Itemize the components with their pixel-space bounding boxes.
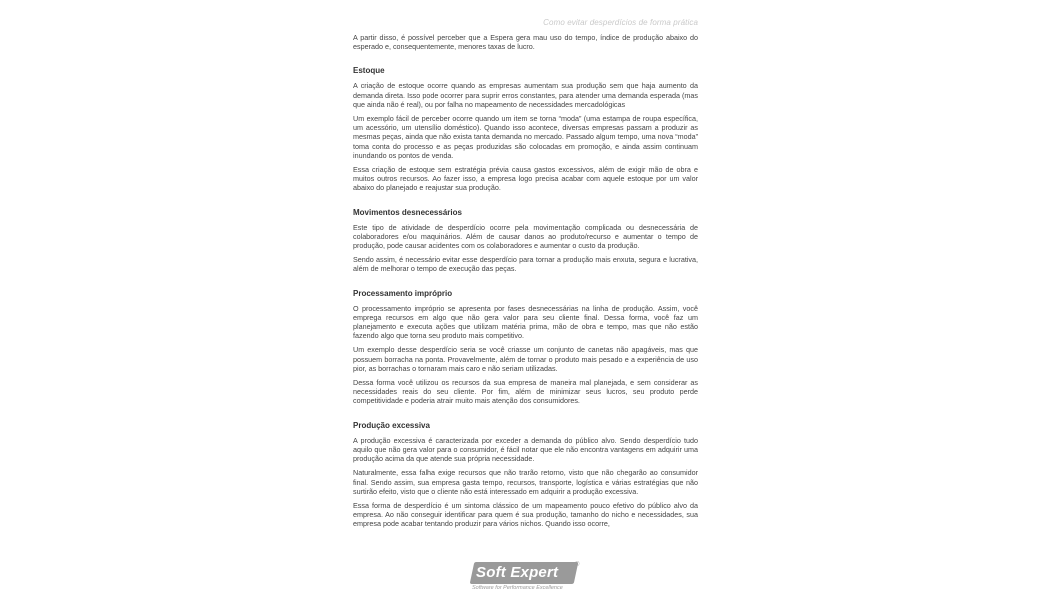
paragraph: Essa criação de estoque sem estratégia prévia causa gastos excessivos, além de exigir mão de obra e muitos outros recursos. Ao fazer isso, a empresa logo precisa acabar com aquele estoque por um valor abaixo do planejado e reajustar sua produção. — [353, 165, 698, 193]
registered-mark: ® — [575, 562, 580, 568]
paragraph: Essa forma de desperdício é um sintoma clássico de um mapeamento pouco efetivo do público alvo da empresa. Ao não conseguir identificar para quem é sua produção, tamanho do nicho e necessidades, sua empresa pode acabar tentando produzir para vários nichos. Quando isso ocorre, — [353, 500, 698, 529]
paragraph: Um exemplo fácil de perceber ocorre quando um item se torna “moda” (uma estampa de roupa específica, um acessório, um utensílio doméstico). Quando isso acontece, diversas empresas passam a produzir as mesmas peças, ainda que não exista tanta demanda no mercado. Passado algum tempo, uma nova “moda” toma conta do processo e as peças produzidas são colocadas em promoção, e ainda assim continuam inundando os pontos de venda. — [353, 114, 698, 160]
section-title-processamento: Processamento impróprio — [353, 288, 453, 298]
paragraph: Este tipo de atividade de desperdício ocorre pela movimentação complicada ou desnecessária de colaboradores e/ou maquinários. Além de causar danos ao produto/recurso e aumentar o tempo de produção, pode causar acidentes com os colaboradores e aumentar o custo da produção. — [353, 222, 698, 251]
paragraph: Sendo assim, é necessário evitar esse desperdício para tornar a produção mais enxuta, segura e lucrativa, além de melhorar o tempo de execução das peças. — [353, 255, 698, 274]
paragraph: Naturalmente, essa falha exige recursos que não trarão retorno, visto que não chegarão ao consumidor final. Sendo assim, sua empresa gasta tempo, recursos, transporte, logística e várias estratégias que não surtirão efeito, visto que o cliente não está interessado em adquirir a produção excessiva. — [353, 468, 698, 496]
section-title-movimentos: Movimentos desnecessários — [353, 207, 462, 217]
running-header: Como evitar desperdícios de forma prática — [543, 18, 698, 27]
section-title-producao: Produção excessiva — [353, 420, 430, 430]
intro-paragraph: A partir disso, é possível perceber que a Espera gera mau uso do tempo, índice de produção abaixo do esperado e, consequentemente, menores taxas de lucro. — [353, 33, 698, 52]
document-page — [353, 18, 698, 534]
paragraph: O processamento impróprio se apresenta por fases desnecessárias na linha de produção. Assim, você emprega recursos em algo que não gera valor para seu cliente final. Dessa forma, você faz um planejamento e executa ações que utilizam matéria prima, mão de obra e tempo, mas que não estão fazendo algo que torna seu produto mais competitivo. — [353, 303, 698, 341]
paragraph: Um exemplo desse desperdício seria se você criasse um conjunto de canetas não apagáveis, mas que possuem borracha na ponta. Provavelmente, além de tornar o produto mais pesado e a experiência de uso pior, as borrachas o tornaram mais caro e não seriam utilizadas. — [353, 345, 698, 373]
paragraph: A produção excessiva é caracterizada por exceder a demanda do público alvo. Sendo desperdício tudo aquilo que não gera valor para o consumidor, é fácil notar que ele não encontra vantagens em adquirir uma produção acima da que atende sua própria necessidade. — [353, 435, 698, 464]
logo-text: Soft Expert — [476, 564, 559, 581]
softexpert-logo — [472, 562, 580, 596]
paragraph: A criação de estoque ocorre quando as empresas aumentam sua produção sem que haja aumento da demanda direta. Isso pode ocorrer para suprir erros constantes, para atender uma demanda esperada (mas que ainda não é real), ou por falha no mapeamento de necessidades mercadológicas — [353, 81, 698, 109]
paragraph: Dessa forma você utilizou os recursos da sua empresa de maneira mal planejada, e sem considerar as necessidades reais do seu cliente. Por fim, além de minimizar seus lucros, seu produto perde competitividade e poderia atrair muito mais atenção dos consumidores. — [353, 378, 698, 406]
section-title-estoque: Estoque — [353, 66, 385, 76]
logo-tagline: Software for Performance Excellence — [472, 585, 563, 591]
